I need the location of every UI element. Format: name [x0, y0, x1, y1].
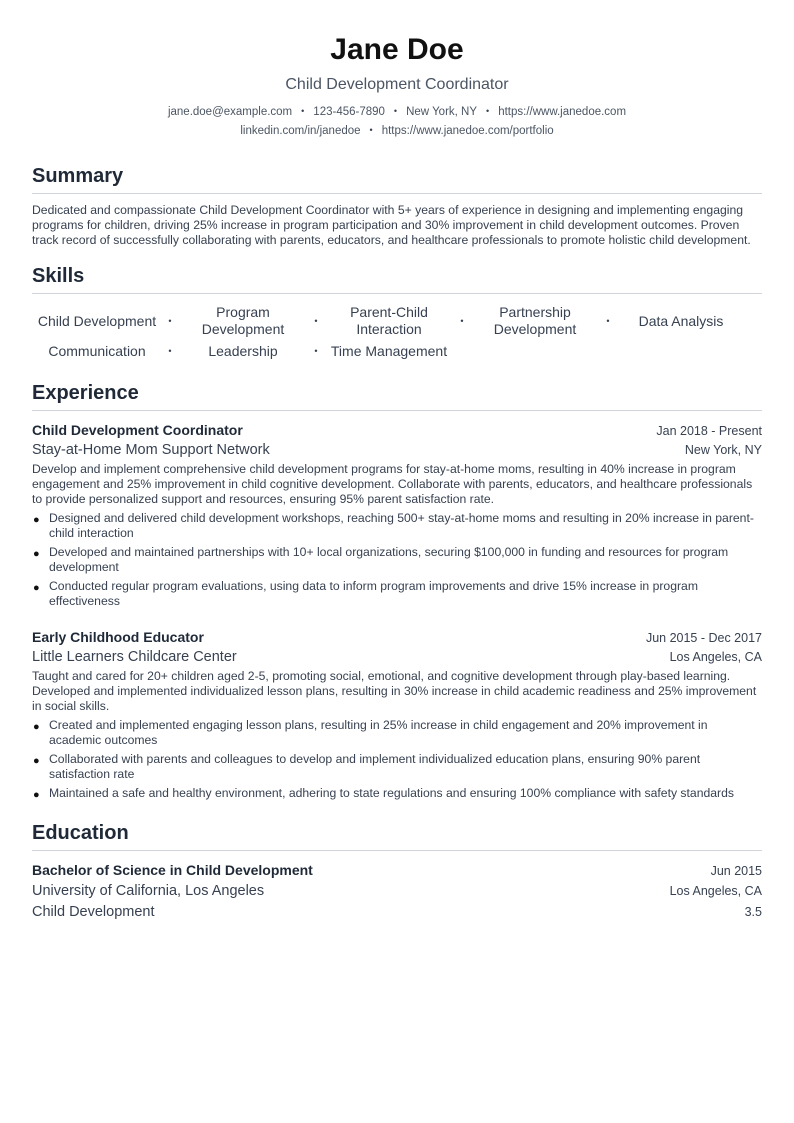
- job-entry: [32, 420, 762, 609]
- job-header-row: [32, 420, 762, 440]
- skill-separator: •: [606, 316, 610, 326]
- list-item: [32, 718, 762, 748]
- section-divider: [32, 410, 762, 411]
- job-title: Child Development Coordinator: [32, 422, 243, 438]
- job-company-row: [32, 440, 762, 461]
- summary-section: [32, 162, 762, 248]
- website-link[interactable]: https://www.janedoe.com: [498, 106, 627, 118]
- skill-item: Data Analysis: [638, 312, 724, 329]
- job-dates: Jun 2015 - Dec 2017: [645, 631, 762, 645]
- job-company-row: [32, 647, 762, 668]
- job-achievements: [32, 511, 762, 609]
- skills-row: [32, 303, 762, 339]
- skill-item: Program Development: [201, 304, 285, 337]
- skill-separator: •: [168, 346, 172, 356]
- experience-heading: Experience: [32, 382, 139, 404]
- job-achievements: [32, 718, 762, 801]
- list-item: [32, 752, 762, 782]
- contact-separator: •: [301, 106, 305, 116]
- candidate-title: Child Development Coordinator: [285, 76, 509, 93]
- job-header-row: [32, 627, 762, 647]
- education-degree-row: [32, 860, 762, 881]
- contact-separator: •: [486, 106, 490, 116]
- linkedin-link[interactable]: linkedin.com/in/janedoe: [240, 125, 361, 137]
- skill-separator: •: [314, 316, 318, 326]
- candidate-name: Jane Doe: [330, 33, 464, 66]
- job-title: Early Childhood Educator: [32, 629, 204, 645]
- field-of-study: Child Development: [32, 904, 155, 920]
- bullet-icon: ●: [33, 721, 40, 733]
- education-school-row: [32, 881, 762, 902]
- skill-item: Leadership: [208, 342, 278, 359]
- job-location: New York, NY: [684, 443, 762, 457]
- skill-item: Child Development: [37, 312, 157, 329]
- graduation-date: Jun 2015: [710, 864, 762, 878]
- achievement-text: Designed and delivered child development workshops, reaching 500+ stay-at-home moms and resulting in 20% increase in parent-child interaction: [49, 511, 754, 540]
- skill-item: Communication: [48, 342, 146, 359]
- list-item: [32, 579, 762, 609]
- bullet-icon: ●: [33, 789, 40, 801]
- contact-line-2: [32, 121, 762, 140]
- skill-item: Time Management: [330, 342, 448, 359]
- achievement-text: Conducted regular program evaluations, using data to inform program improvements and drive 15% increase in program effectiveness: [49, 579, 698, 608]
- education-field-row: [32, 902, 762, 923]
- phone-number[interactable]: 123-456-7890: [313, 106, 385, 118]
- job-company: Little Learners Childcare Center: [32, 649, 237, 665]
- email-link[interactable]: jane.doe@example.com: [167, 106, 293, 118]
- summary-heading: Summary: [32, 165, 124, 187]
- achievement-text: Created and implemented engaging lesson plans, resulting in 25% increase in child engagement and 20% improvement in academic outcomes: [49, 718, 708, 747]
- degree-title: Bachelor of Science in Child Development: [32, 862, 313, 878]
- gpa-value: 3.5: [744, 905, 762, 919]
- job-company: Stay-at-Home Mom Support Network: [32, 442, 270, 458]
- education-heading: Education: [32, 822, 129, 844]
- job-location: Los Angeles, CA: [669, 650, 762, 664]
- portfolio-link[interactable]: https://www.janedoe.com/portfolio: [381, 125, 554, 137]
- section-divider: [32, 293, 762, 294]
- education-section: [32, 819, 762, 923]
- section-divider: [32, 193, 762, 194]
- list-item: [32, 545, 762, 575]
- skill-separator: •: [460, 316, 464, 326]
- job-description: Taught and cared for 20+ children aged 2-5, promoting social, emotional, and cognitive development through play-based learning. Developed and implemented individualized lesson plans, resulting in 30% increase in child academic readiness and 25% improvement in social skills.: [32, 669, 757, 713]
- bullet-icon: ●: [33, 548, 40, 560]
- job-dates: Jan 2018 - Present: [656, 424, 762, 438]
- location-text: New York, NY: [406, 106, 478, 118]
- bullet-icon: ●: [33, 755, 40, 767]
- skill-item: Parent-Child Interaction: [350, 304, 428, 337]
- school-name: University of California, Los Angeles: [32, 883, 265, 899]
- summary-text: Dedicated and compassionate Child Development Coordinator with 5+ years of experience in designing and implementing engaging programs for children, driving 25% increase in program participation and 30% improvement in child development outcomes. Proven track record of successfully collaborating with parents, educators, and healthcare professionals to promote holistic child development.: [32, 203, 751, 247]
- contact-separator: •: [393, 106, 398, 116]
- skills-section: [32, 262, 762, 363]
- section-divider: [32, 850, 762, 851]
- achievement-text: Developed and maintained partnerships with 10+ local organizations, securing $100,000 in funding and resources for program development: [49, 545, 729, 574]
- school-location: Los Angeles, CA: [669, 884, 762, 898]
- bullet-icon: ●: [33, 582, 40, 594]
- skills-heading: Skills: [32, 265, 85, 287]
- skills-row: [32, 339, 762, 363]
- education-entry: [32, 860, 762, 923]
- achievement-text: Maintained a safe and healthy environment, adhering to state regulations and ensuring 100% compliance with safety standards: [49, 786, 734, 800]
- job-description: Develop and implement comprehensive child development programs for stay-at-home moms, resulting in 40% increase in program engagement and 25% improvement in child cognitive development. Collaborate with parents, educators, and healthcare professionals to provide personalized support and resources, ensuring 95% parent satisfaction rate.: [32, 462, 753, 506]
- skill-separator: •: [314, 346, 318, 356]
- experience-section: [32, 379, 762, 801]
- list-item: [32, 786, 762, 801]
- achievement-text: Collaborated with parents and colleagues to develop and implement individualized education plans, ensuring 90% parent satisfaction rate: [49, 752, 701, 781]
- skills-list: [32, 303, 762, 363]
- contact-separator: •: [369, 125, 373, 135]
- skill-item: Partnership Development: [493, 304, 577, 337]
- list-item: [32, 511, 762, 541]
- contact-line-1: [32, 102, 762, 121]
- job-entry: [32, 627, 762, 801]
- skill-separator: •: [168, 316, 172, 326]
- bullet-icon: ●: [33, 514, 40, 526]
